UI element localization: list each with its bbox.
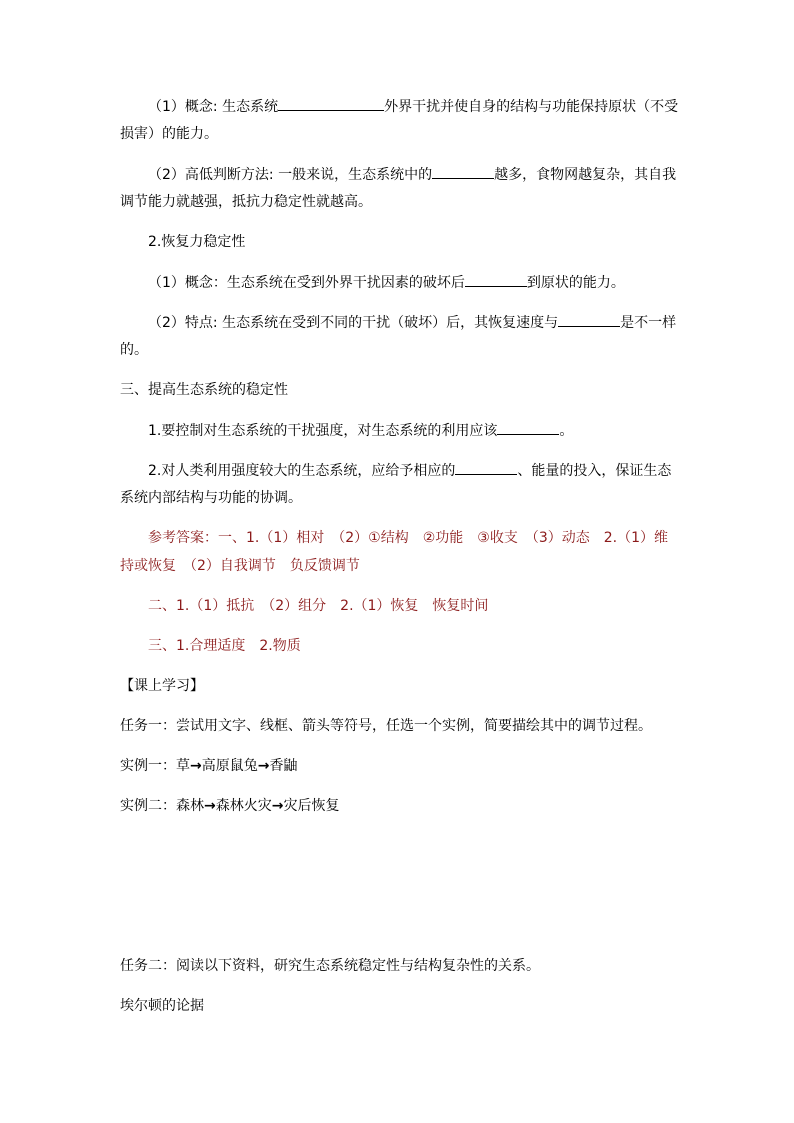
- resilience-concept-line: （1）概念：生态系统在受到外界干扰因素的破坏后 到原状的能力。: [148, 272, 625, 293]
- answer-line-4: 三、1.合理适度 2.物质: [148, 638, 301, 654]
- judgment-method-line-cont: 调节能力就越强，抵抗力稳定性就越高。: [120, 194, 372, 210]
- answer-blank: [558, 312, 620, 327]
- input-line-cont: 系统内部结构与功能的协调。: [120, 490, 302, 506]
- answer-line-1: 参考答案：一、1.（1）相对 （2）①结构 ②功能 ③收支 （3）动态 2.（1）维: [148, 530, 668, 546]
- input-line: 2.对人类利用强度较大的生态系统，应给予相应的 、能量的投入，保证生态: [148, 460, 671, 481]
- stability-concept-line: （1）概念: 生态系统 外界干扰并使自身的结构与功能保持原状（不受: [148, 96, 678, 117]
- answer-blank: [455, 460, 517, 475]
- task2-line: 任务二：阅读以下资料，研究生态系统稳定性与结构复杂性的关系。: [120, 958, 540, 974]
- arrow-right-icon: →: [190, 758, 202, 774]
- answer-blank: [432, 164, 494, 179]
- answer-blank: [465, 272, 527, 287]
- answer-line-2: 持或恢复 （2）自我调节 负反馈调节: [120, 558, 360, 574]
- classroom-heading: 【课上学习】: [120, 678, 204, 694]
- example2-line: 实例二：森林→森林火灾→灾后恢复: [120, 798, 340, 814]
- arrow-right-icon: →: [271, 798, 284, 814]
- stability-concept-line-cont: 损害）的能力。: [120, 126, 218, 142]
- example1-line: 实例一：草→高原鼠兔→香鼬: [120, 758, 298, 774]
- resilience-feature-line: （2）特点: 生态系统在受到不同的干扰（破坏）后，其恢复速度与 是不一样: [148, 312, 676, 333]
- resilience-feature-line-cont: 的。: [120, 342, 148, 358]
- task1-line: 任务一：尝试用文字、线框、箭头等符号，任选一个实例，简要描绘其中的调节过程。: [120, 718, 652, 734]
- judgment-method-line: （2）高低判断方法: 一般来说，生态系统中的 越多，食物网越复杂，其自我: [148, 164, 676, 185]
- answer-blank: [497, 420, 559, 435]
- arrow-right-icon: →: [257, 758, 270, 774]
- answer-blank: [278, 96, 384, 111]
- elton-heading: 埃尔顿的论据: [120, 998, 204, 1014]
- section3-heading: 三、提高生态系统的稳定性: [120, 382, 288, 398]
- answer-line-3: 二、1.（1）抵抗 （2）组分 2.（1）恢复 恢复时间: [148, 598, 489, 614]
- arrow-right-icon: →: [204, 798, 216, 814]
- control-line: 1.要控制对生态系统的干扰强度，对生态系统的利用应该 。: [148, 420, 573, 441]
- resilience-heading: 2.恢复力稳定性: [148, 234, 246, 250]
